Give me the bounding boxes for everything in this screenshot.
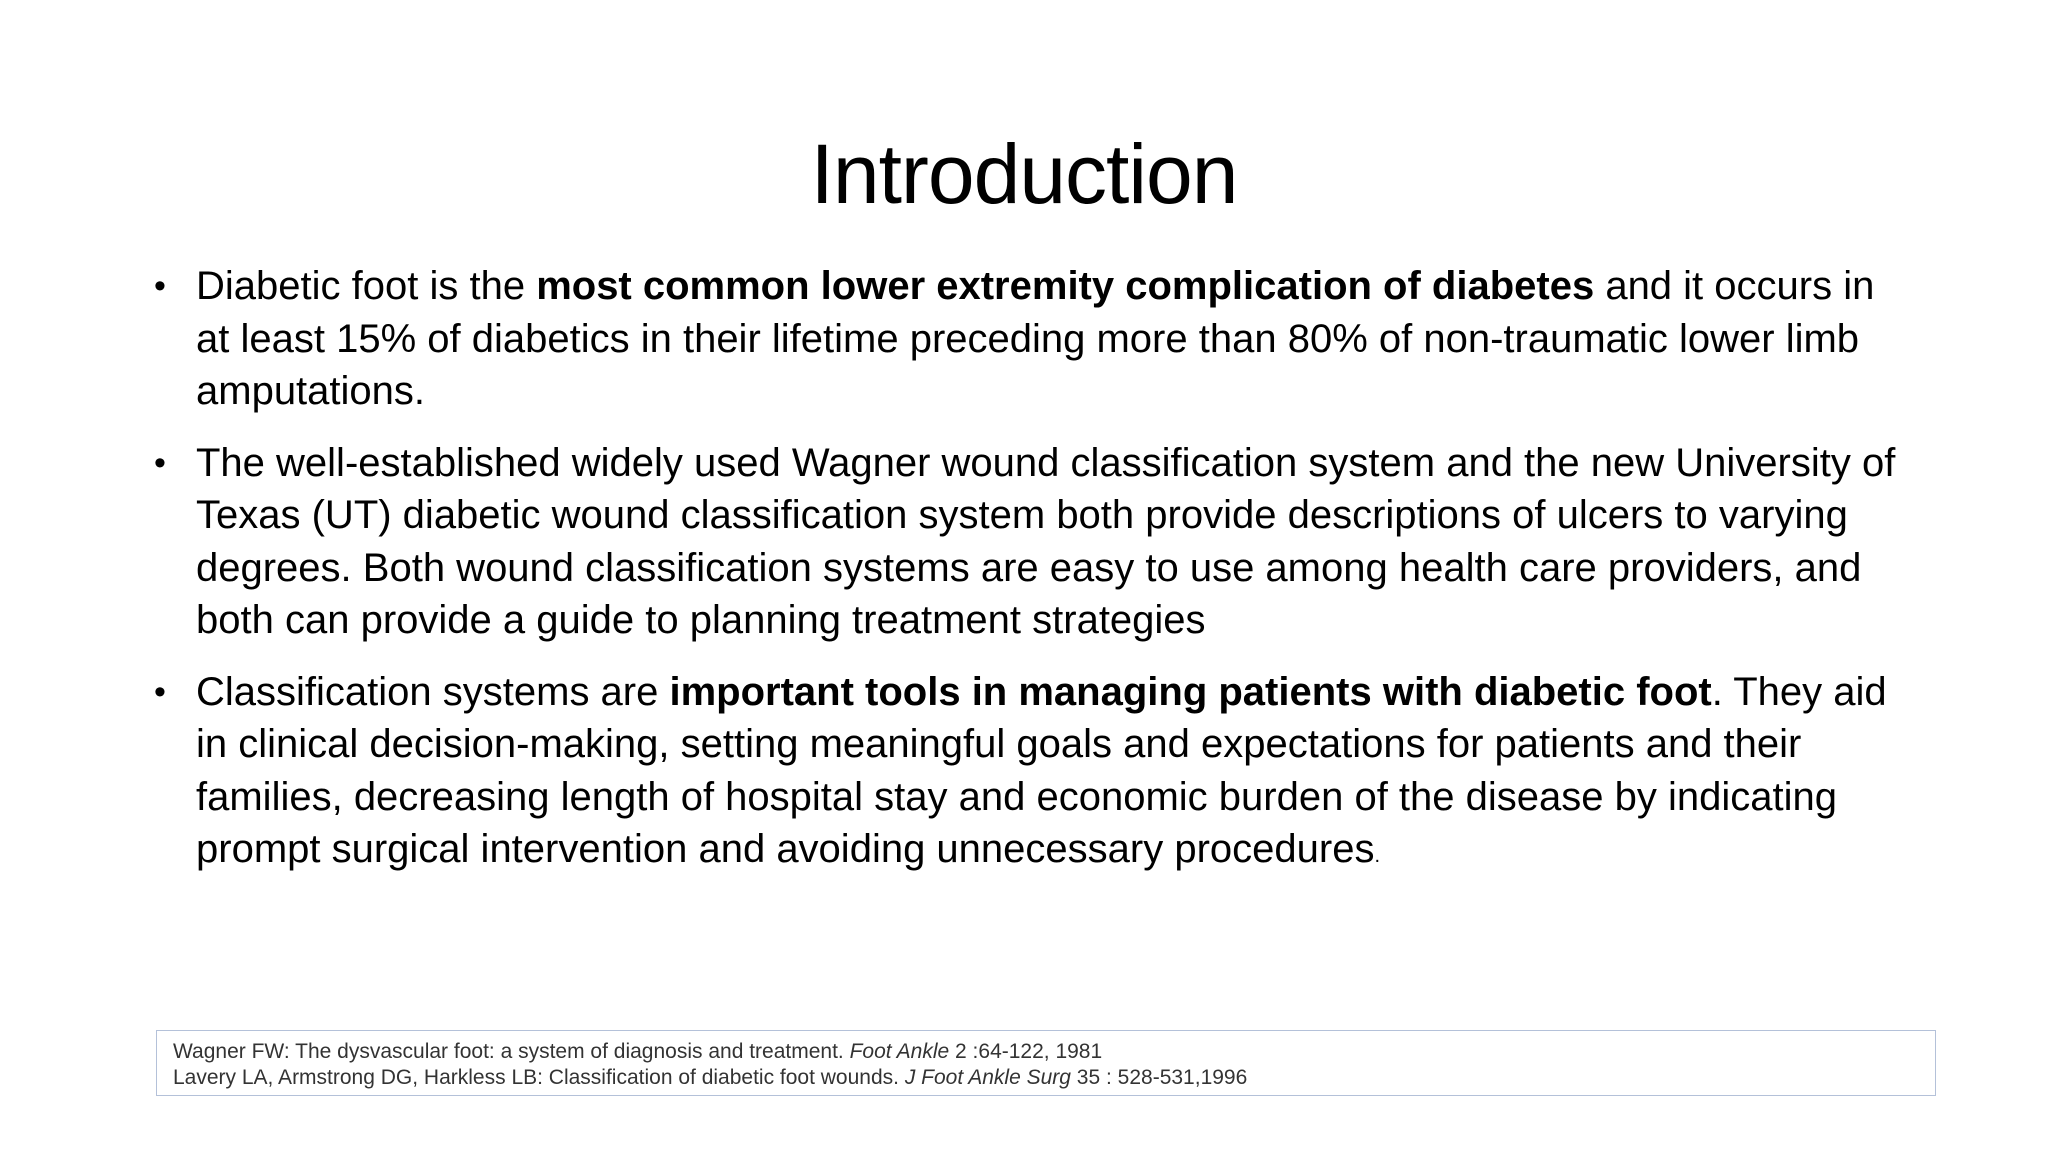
- bullet-marker: •: [154, 672, 166, 711]
- bullet-text: and it occurs in at least 15% of diabetics in their lifetime preceding more than 80% of non-traumatic lower limb amputations.: [196, 264, 1875, 413]
- bullet-text: Diabetic foot is the: [196, 264, 537, 308]
- bullet-text: The well-established widely used Wagner wound classification system and the new University of Texas (UT) diabetic wound classification system both provide descriptions of ulcers to varying degrees. Both wound classification systems are easy to use among health care providers, and both can provide a guide to planning treatment strategies: [196, 440, 1896, 642]
- reference-journal: Foot Ankle: [849, 1040, 950, 1063]
- bullet-item: [150, 666, 1910, 883]
- reference-text: Lavery LA, Armstrong DG, Harkless LB: Classification of diabetic foot wounds.: [173, 1066, 905, 1089]
- reference-text: 35 : 528-531,1996: [1070, 1066, 1248, 1089]
- reference-line: [173, 1065, 1919, 1091]
- bullet-emphasis: important tools in managing patients with diabetic foot: [669, 669, 1712, 714]
- slide-title: Introduction: [810, 127, 1238, 221]
- reference-line: [173, 1039, 1919, 1065]
- bullet-list: [150, 260, 1910, 902]
- reference-text: 2 :64-122, 1981: [949, 1040, 1103, 1063]
- reference-text: Wagner FW: The dysvascular foot: a system of diagnosis and treatment.: [173, 1040, 850, 1063]
- bullet-text: Classification systems are: [196, 669, 670, 714]
- bullet-marker: •: [154, 443, 166, 482]
- bullet-marker: •: [154, 267, 166, 305]
- references-box: [156, 1030, 1936, 1096]
- bullet-tail: .: [1374, 845, 1381, 867]
- bullet-item: [150, 437, 1910, 647]
- bullet-text: . They aid in clinical decision-making, setting meaningful goals and expectations for patients and their families, decreasing length of hospital stay and economic burden of the disease by indicating prompt surgical intervention and avoiding unnecessary procedures: [196, 669, 1887, 871]
- bullet-emphasis: most common lower extremity complication of diabetes: [536, 264, 1595, 308]
- bullet-item: [150, 260, 1910, 418]
- reference-journal: J Foot Ankle Surg: [904, 1066, 1071, 1089]
